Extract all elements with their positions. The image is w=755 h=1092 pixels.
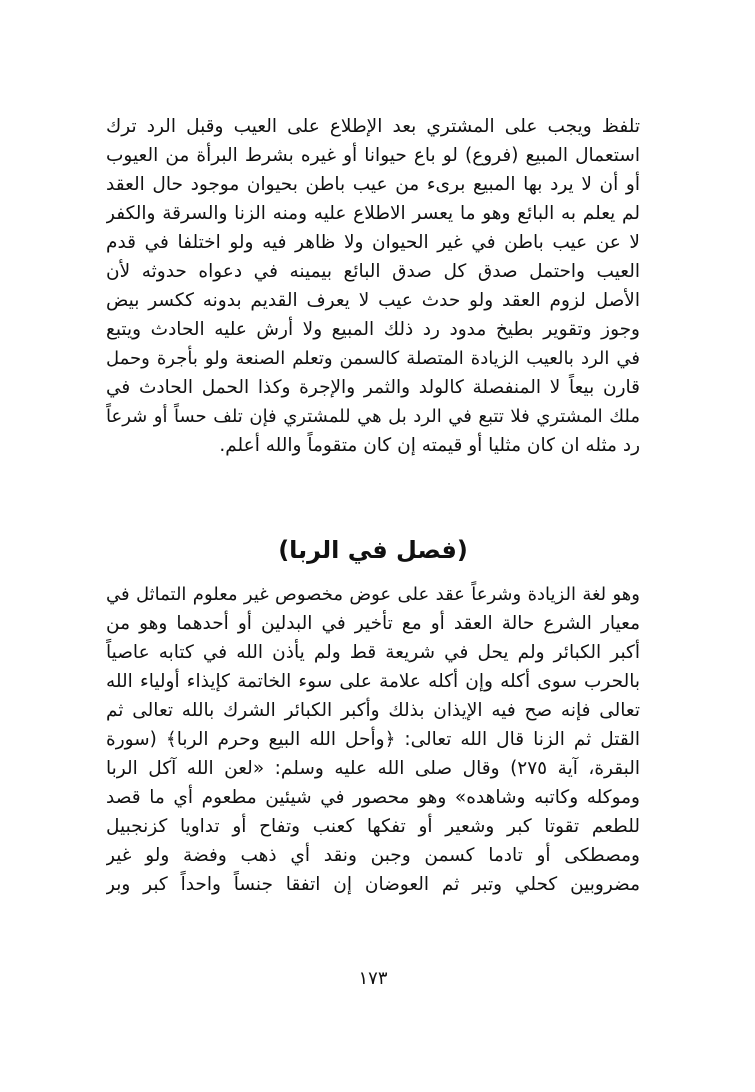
text-line: رد مثله ان كان مثليا أو قيمته إن كان متقوماً والله أعلم. (219, 435, 640, 456)
paragraph-returns-defects (106, 112, 640, 460)
text-line: أكبر الكبائر ولم يحل في شريعة قط ولم يأذن الله في كتابه عاصياً (106, 642, 640, 663)
text-line: العيب واحتمل صدق كل صدق البائع بيمينه في دعواه حدوثه لأن (106, 261, 640, 282)
text-line: تلفظ ويجب على المشتري بعد الإطلاع على العيب وقبل الرد ترك (106, 116, 640, 137)
text-line: القتل ثم الزنا قال الله تعالى: ﴿وأحل الله البيع وحرم الربا﴾ (سورة (106, 729, 640, 750)
text-line: لم يعلم به البائع وهو ما يعسر الاطلاع عليه ومنه الزنا والسرقة والكفر (106, 203, 640, 224)
text-line: مضروبين كحلي وتبر ثم العوضان إن اتفقا جنساً واحداً كبر وبر (106, 874, 640, 895)
text-line: أو أن لا يرد بها المبيع برىء من عيب باطن بحيوان موجود حال العقد (106, 174, 640, 195)
text-line: في الرد بالعيب الزيادة المتصلة كالسمن وتعلم الصنعة ولو بأجرة وحمل (106, 348, 640, 369)
text-line: ملك المشتري فلا تتبع في الرد بل هي للمشتري فإن تلف حساً أو شرعاً (106, 406, 640, 427)
text-line: معيار الشرع حالة العقد أو مع تأخير في البدلين أو أحدهما وهو من (106, 613, 640, 634)
page-number: ١٧٣ (358, 968, 388, 989)
text-line: استعمال المبيع (فروع) لو باع حيوانا أو غيره بشرط البرأة من العيوب (106, 145, 640, 166)
text-line: بالحرب سوى أكله وإن أكله علامة على سوء الخاتمة كإيذاء أولياء الله (106, 671, 640, 692)
text-line: البقرة، آية ٢٧٥) وقال صلى الله عليه وسلم: «لعن الله آكل الربا (106, 758, 640, 779)
text-line: وهو لغة الزيادة وشرعاً عقد على عوض مخصوص غير معلوم التماثل في (106, 584, 640, 605)
text-line: للطعم تقوتا كبر وشعير أو تفكها كعنب وتفاح أو تداويا كزنجبيل (106, 816, 640, 837)
text-line: تعالى فإنه صح فيه الإيذان بذلك وأكبر الكبائر الشرك بالله تعالى ثم (106, 700, 640, 721)
section-heading: (فصل في الربا) (278, 536, 468, 564)
text-line: الأصل لزوم العقد ولو حدث عيب لا يعرف القديم بدونه ككسر بيض (106, 290, 640, 311)
text-line: لا عن عيب باطن في غير الحيوان ولا ظاهر فيه ولو اختلفا في قدم (106, 232, 640, 253)
text-line: قارن بيعاً لا المنفصلة كالولد والثمر والإجرة وكذا الحمل الحادث في (106, 377, 640, 398)
paragraph-riba (106, 580, 640, 899)
text-line: ومصطكى أو تادما كسمن وجبن ونقد أي ذهب وفضة ولو غير (106, 845, 640, 866)
text-line: وموكله وكاتبه وشاهده» وهو محصور في شيئين مطعوم أي ما قصد (106, 787, 640, 808)
text-line: وجوز وتقوير بطيخ مدود رد ذلك المبيع ولا أرش عليه الحادث ويتبع (106, 319, 640, 340)
